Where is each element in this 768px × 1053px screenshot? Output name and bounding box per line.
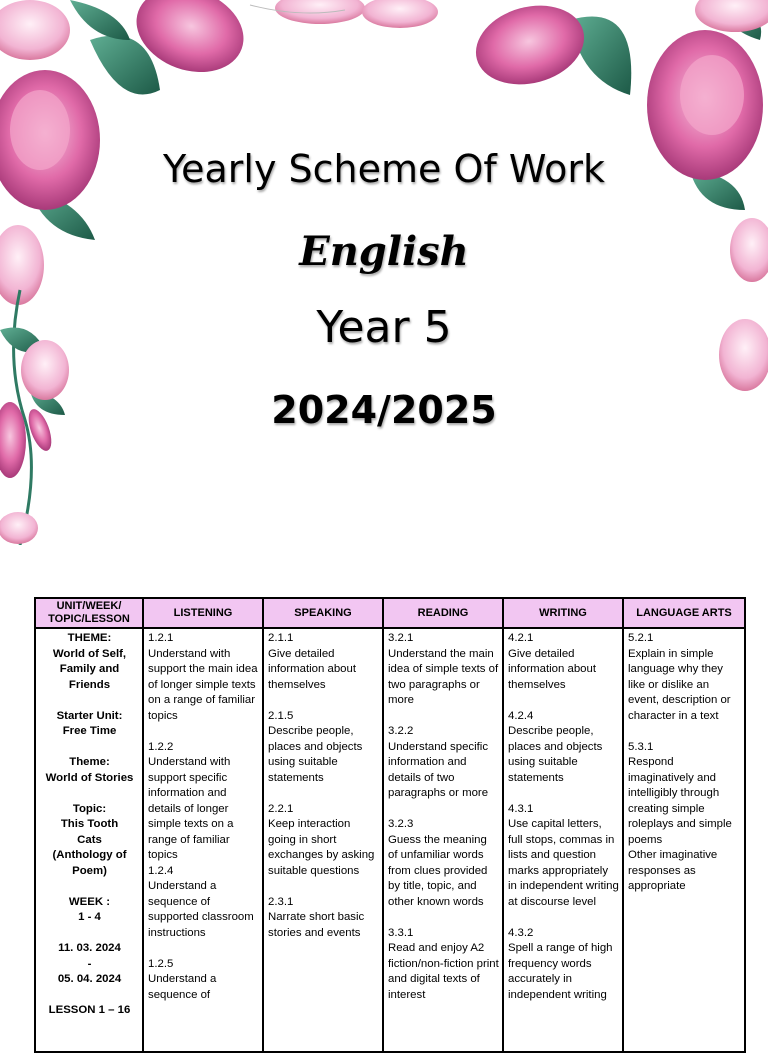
header-reading: READING [383,598,503,628]
cell-reading: 3.2.1 Understand the main idea of simple texts of two paragraphs or more 3.2.2 Understand specific information and details of two paragraphs or more 3.2.3 Guess the meaning of unfamiliar words from clues provided by title, topic, and other known words 3.3.1 Read and enjoy A2 fiction/non-fiction print and digital texts of interest [383,628,503,1052]
cell-writing: 4.2.1 Give detailed information about themselves 4.2.4 Describe people, places and objects using suitable statements 4.3.1 Use capital letters, full stops, commas in lists and question marks appropriately in independent writing at discourse level 4.3.2 Spell a range of high frequency words accurately in independent writing [503,628,623,1052]
cell-listening: 1.2.1 Understand with support the main idea of longer simple texts on a range of familiar topics 1.2.2 Understand with support specific information and details of longer simple texts on a range of familiar topics 1.2.4 Understand a sequence of supported classroom instructions 1.2.5 Understand a sequence of [143,628,263,1052]
flower-cluster-top-center [250,0,438,28]
header-unit-week: UNIT/WEEK/ TOPIC/LESSON [35,598,143,628]
header-speaking: SPEAKING [263,598,383,628]
header-writing: WRITING [503,598,623,628]
table-row [35,628,745,1052]
session-title: 2024/2025 [271,388,497,432]
subject-title: English [299,228,469,275]
header-listening: LISTENING [143,598,263,628]
header-language-arts: LANGUAGE ARTS [623,598,745,628]
cell-unit-week: THEME: World of Self, Family and Friends Starter Unit: Free Time Theme: World of Stories Topic: This Tooth Cats (Anthology of Poem) WEEK : 1 - 4 11. 03. 2024 - 05. 04. 2024 LESSON 1 – 16 [35,628,143,1052]
cell-language-arts: 5.2.1 Explain in simple language why they like or dislike an event, description or character in a text 5.3.1 Respond imaginatively and intelligibly through creating simple roleplays and simple poems Other imaginative responses as appropriate [623,628,745,1052]
document-title: Yearly Scheme Of Work [162,147,606,191]
cell-speaking: 2.1.1 Give detailed information about themselves 2.1.5 Describe people, places and objects using suitable statements 2.2.1 Keep interaction going in short exchanges by asking suitable questions 2.3.1 Narrate short basic stories and events [263,628,383,1052]
page-separator [0,545,768,597]
table-header-row [35,598,745,628]
scheme-of-work-table [34,597,746,1053]
year-title: Year 5 [316,302,452,353]
